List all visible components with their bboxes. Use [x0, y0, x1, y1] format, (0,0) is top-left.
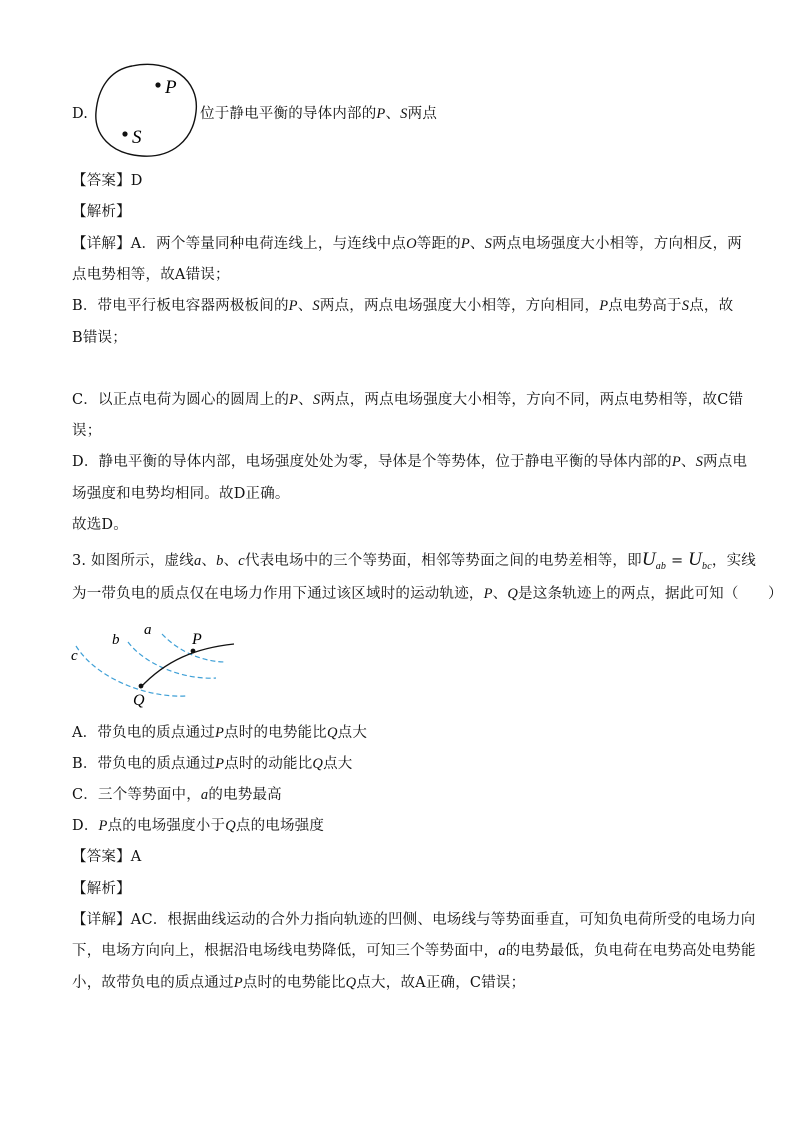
point-p-label: P — [165, 77, 177, 98]
explain2-line2: 下，电场方向向上，根据沿电场线电势降低，可知三个等势面中，a的电势最低，负电荷在电势高处电势能 — [72, 943, 756, 959]
equipotential-b — [128, 642, 216, 678]
label-q: Q — [133, 692, 145, 708]
trajectory — [140, 644, 234, 688]
conductor-outline — [96, 64, 197, 156]
analysis-1-heading: 【解析】 — [72, 204, 131, 220]
conductor-figure — [92, 62, 204, 160]
point-s-dot — [122, 131, 127, 136]
explain-d-line1: D．静电平衡的导体内部，电场强度处处为零，导体是个等势体，位于静电平衡的导体内部的P、S两点电 — [72, 454, 748, 470]
label-a: a — [144, 622, 152, 638]
explain-b-line1: B．带电平行板电容器两极板间的P、S两点，两点电场强度大小相等，方向相同，P点电势高于S点，故 — [72, 298, 734, 314]
label-c: c — [71, 648, 78, 664]
analysis-2-heading: 【解析】 — [72, 881, 131, 897]
option-d-row — [72, 104, 88, 124]
explain-a-line2: 点电势相等，故A错误； — [72, 267, 230, 283]
explain2-line3: 小，故带负电的质点通过P点时的电势能比Q点大，故A正确，C错误； — [72, 975, 526, 991]
explain-b-line2: B错误； — [72, 330, 127, 346]
point-p-dot — [191, 649, 196, 654]
answer-1: 【答案】D — [72, 173, 143, 189]
q3-option-c: C．三个等势面中，a的电势最高 — [72, 787, 282, 803]
point-p-dot — [155, 82, 160, 87]
label-b: b — [112, 632, 120, 648]
explain-a-line1: 【详解】A．两个等量同种电荷连线上，与连线中点O等距的P、S两点电场强度大小相等，方向相反，两 — [72, 236, 742, 252]
choose-d: 故选D。 — [72, 517, 128, 533]
q3-option-d: D．P点的电场强度小于Q点的电场强度 — [72, 818, 325, 834]
option-d-label: D. — [72, 106, 89, 122]
label-p: P — [192, 631, 202, 648]
q3-option-b: B．带负电的质点通过P点时的动能比Q点大 — [72, 756, 353, 772]
explain-c-line2: 误； — [72, 423, 102, 439]
q3-line2: 为一带负电的质点仅在电场力作用下通过该区域时的运动轨迹，P、Q是这条轨迹上的两点，据此可知（ ） — [72, 586, 783, 602]
q3-option-a: A．带负电的质点通过P点时的电势能比Q点大 — [72, 725, 368, 741]
equipotential-figure — [66, 616, 246, 708]
explain-c-line1: C．以正点电荷为圆心的圆周上的P、S两点，两点电场强度大小相等，方向不同，两点电势相等，故C错 — [72, 392, 744, 408]
answer-2: 【答案】A — [72, 849, 142, 865]
explain2-line1: 【详解】AC．根据曲线运动的合外力指向轨迹的凹侧、电场线与等势面垂直，可知负电荷所受的电场力向 — [72, 912, 756, 928]
point-s-label: S — [132, 127, 142, 148]
q3-line1: 3. 如图所示，虚线a、b、c代表电场中的三个等势面，相邻等势面之间的电势差相等，即$U_{ab} = U_{bc}$，实线 — [72, 549, 756, 572]
point-q-dot — [139, 684, 144, 689]
explain-d-line2: 场强度和电势均相同。故D正确。 — [72, 486, 290, 502]
option-d-text: 位于静电平衡的导体内部的P、S两点 — [200, 106, 438, 122]
